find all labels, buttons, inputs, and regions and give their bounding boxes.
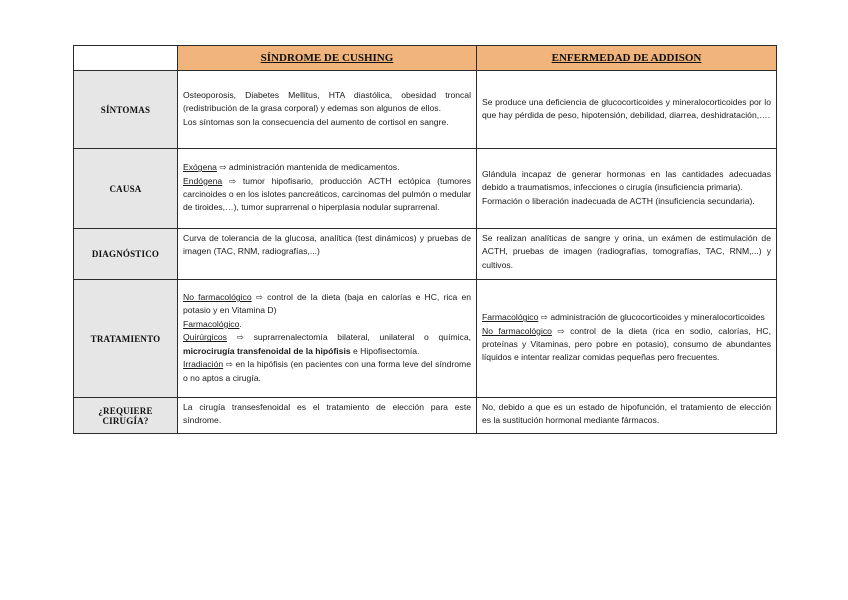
cushing-quir-term: Quirúrgicos	[183, 332, 227, 343]
addison-sintomas-text: Se produce una deficiencia de glucocorticoides y mineralocorticoides por lo que hay pérdida de peso, hipotensión, debilidad, diarrea, deshidratación,….	[482, 96, 771, 120]
cushing-quir-text2: e Hipofisectomía.	[353, 345, 420, 356]
addison-farm-text: administración de glucocorticoides y mineralocorticoides	[550, 312, 765, 323]
endogena-term: Endógena	[183, 175, 223, 186]
addison-diagnostico	[477, 229, 777, 280]
row-label-cirugia: ¿REQUIERE CIRUGÍA?	[74, 398, 178, 434]
arrow-icon: ⇨	[228, 175, 237, 186]
row-label-causa: CAUSA	[74, 149, 178, 229]
arrow-icon: ⇨	[225, 359, 233, 370]
row-sintomas	[74, 71, 777, 149]
addison-farm-term: Farmacológico	[482, 312, 539, 323]
arrow-icon: ⇨	[236, 332, 244, 343]
cushing-nofarm-term: No farmacológico	[183, 292, 252, 303]
row-label-sintomas: SÍNTOMAS	[74, 71, 178, 149]
cushing-sintomas	[178, 71, 477, 149]
arrow-icon: ⇨	[219, 162, 227, 173]
cushing-quir-text1: suprarrenalectomía bilateral, unilateral o química,	[253, 332, 472, 343]
header-row	[74, 46, 777, 71]
addison-causa-p1: Glándula incapaz de generar hormonas en las cantidades adecuadas debido a traumatismos, infecciones o cirugía (insuficiencia primaria).	[482, 168, 771, 193]
addison-causa	[477, 149, 777, 229]
exogena-term: Exógena	[183, 162, 217, 173]
cushing-cirugia	[178, 398, 477, 434]
row-diagnostico	[74, 229, 777, 280]
row-label-tratamiento: TRATAMIENTO	[74, 280, 178, 398]
comparison-table	[73, 45, 777, 434]
cushing-nofarm-text: control de la dieta (baja en calorías e HC, rica en potasio y en Vitamina D)	[183, 292, 472, 316]
header-addison: ENFERMEDAD DE ADDISON	[477, 46, 777, 71]
cushing-irr-text: en la hipófisis (en pacientes con una forma leve del síndrome o no aptos a cirugía.	[183, 359, 471, 383]
arrow-icon: ⇨	[540, 312, 548, 323]
arrow-icon: ⇨	[255, 292, 263, 303]
addison-cirugia-text: No, debido a que es un estado de hipofunción, el tratamiento de elección es la sustitución hormonal mediante fármacos.	[482, 402, 771, 426]
cushing-diagnostico-text: Curva de tolerancia de la glucosa, analítica (test dinámicos) y pruebas de imagen (TAC, RNM, radiografías,...)	[183, 233, 471, 257]
addison-sintomas	[477, 71, 777, 149]
cushing-causa	[178, 149, 477, 229]
addison-tratamiento	[477, 280, 777, 398]
cushing-diagnostico	[178, 229, 477, 280]
header-cushing: SÍNDROME DE CUSHING	[178, 46, 477, 71]
cushing-farm-suffix: .	[239, 318, 242, 329]
cushing-sintomas-p2: Los síntomas son la consecuencia del aumento de cortisol en sangre.	[183, 116, 449, 127]
cushing-quir-bold: microcirugía transfenoidal de la hipófisis	[183, 345, 351, 356]
cushing-cirugia-text: La cirugía transesfenoidal es el tratamiento de elección para este síndrome.	[183, 402, 471, 426]
addison-cirugia	[477, 398, 777, 434]
exogena-text: administración mantenida de medicamentos.	[228, 162, 400, 173]
cushing-tratamiento	[178, 280, 477, 398]
cushing-sintomas-p1: Osteoporosis, Diabetes Mellitus, HTA diastólica, obesidad troncal (redistribución de la grasa corporal) y edemas son algunos de ellos.	[183, 89, 471, 114]
row-causa	[74, 149, 777, 229]
row-cirugia	[74, 398, 777, 434]
addison-causa-p2: Formación o liberación inadecuada de ACTH (insuficiencia secundaria).	[482, 195, 755, 206]
cushing-irr-term: Irradiación	[183, 359, 224, 370]
arrow-icon: ⇨	[557, 325, 565, 336]
addison-nofarm-term: No farmacológico	[482, 325, 552, 336]
corner-cell	[74, 46, 178, 71]
row-label-diagnostico: DIAGNÓSTICO	[74, 229, 178, 280]
addison-nofarm-text: control de la dieta (rica en sodio, calorías, HC, proteínas y Vitaminas, pero pobre en potasio), consumo de abundantes líquidos e intentar realizar comidas pequeñas pero frecuentes.	[482, 325, 771, 363]
row-tratamiento	[74, 280, 777, 398]
cushing-farm-term: Farmacológico	[183, 318, 240, 329]
addison-diagnostico-text: Se realizan analíticas de sangre y orina, un exámen de estimulación de ACTH, pruebas de imagen (radiografías, tomografías, TAC, RNM,...) y cultivos.	[482, 233, 771, 270]
endogena-text: tumor hipofisario, producción ACTH ectópica (tumores carcinoides o en los islotes pancreáticos, carcinomas del pulmón o medular de tiroides,…), tumor suprarrenal o hiperplasia nodular suprarrenal.	[183, 175, 472, 213]
